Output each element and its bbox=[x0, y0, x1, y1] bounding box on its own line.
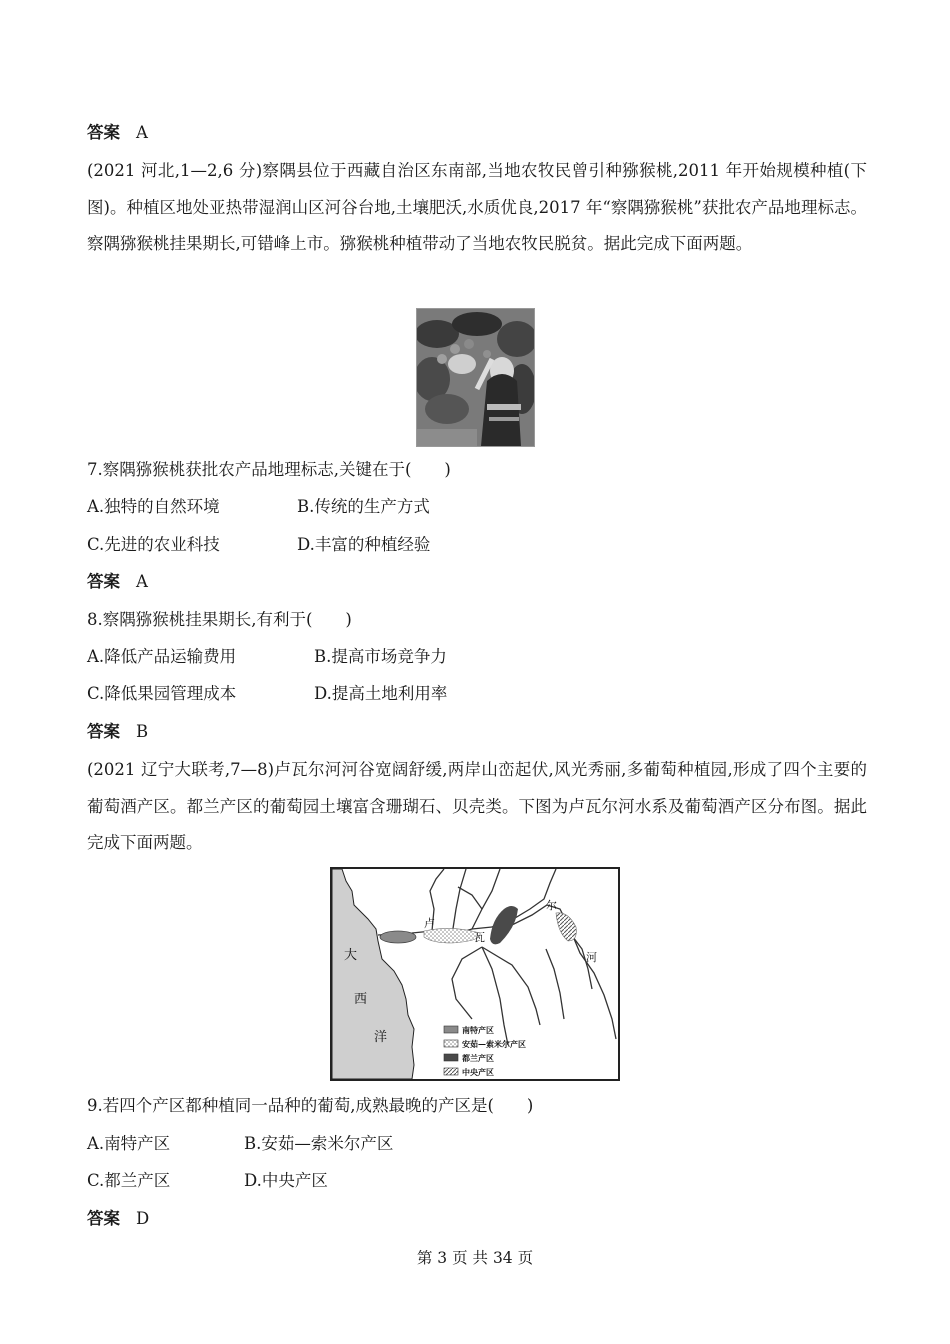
answer-label: 答案 bbox=[87, 572, 120, 591]
ocean-char-2: 西 bbox=[354, 992, 368, 1007]
legend-central: 中央产区 bbox=[462, 1067, 494, 1077]
q9-option-a[interactable]: A.南特产区 bbox=[87, 1134, 171, 1153]
river-char-2: 瓦 bbox=[474, 931, 485, 944]
answer-label: 答案 bbox=[87, 123, 120, 142]
answer-letter: A bbox=[136, 123, 148, 142]
question-9: 9.若四个产区都种植同一品种的葡萄,成熟最晚的产区是( ) bbox=[87, 1096, 534, 1115]
ocean-area bbox=[332, 869, 414, 1079]
answer-label: 答案 bbox=[87, 1209, 120, 1228]
q8-option-c[interactable]: C.降低果园管理成本 bbox=[87, 684, 237, 703]
q7-answer bbox=[87, 570, 148, 594]
q7-option-b[interactable]: B.传统的生产方式 bbox=[297, 497, 430, 516]
loire-river-map bbox=[330, 867, 620, 1081]
legend-touraine: 都兰产区 bbox=[462, 1053, 494, 1063]
region-touraine bbox=[490, 906, 518, 944]
question-8: 8.察隅猕猴桃挂果期长,有利于( ) bbox=[87, 610, 352, 629]
q7-option-c[interactable]: C.先进的农业科技 bbox=[87, 535, 220, 554]
q7-option-d[interactable]: D.丰富的种植经验 bbox=[297, 535, 431, 554]
q7-option-a[interactable]: A.独特的自然环境 bbox=[87, 497, 220, 516]
intro-paragraph-2: (2021 辽宁大联考,7—8)卢瓦尔河河谷宽阔舒缓,两岸山峦起伏,风光秀丽,多葡萄种植园,形成了四个主要的葡萄酒产区。都兰产区的葡萄园土壤富含珊瑚石、贝壳类。下图为卢瓦尔河水系及葡萄酒产区分布图。据此完成下面两题。 bbox=[87, 760, 867, 852]
page-number-footer: 第 3 页 共 34 页 bbox=[416, 1249, 534, 1267]
q8-answer bbox=[87, 720, 148, 744]
map-legend bbox=[444, 1025, 526, 1077]
region-central bbox=[556, 913, 576, 941]
ocean-char-3: 洋 bbox=[374, 1030, 388, 1045]
q9-option-d[interactable]: D.中央产区 bbox=[244, 1171, 328, 1190]
question-7: 7.察隅猕猴桃获批农产品地理标志,关键在于( ) bbox=[87, 460, 451, 479]
q8-option-a[interactable]: A.降低产品运输费用 bbox=[87, 647, 237, 666]
q8-option-d[interactable]: D.提高土地利用率 bbox=[314, 684, 448, 703]
legend-nantes: 南特产区 bbox=[462, 1025, 494, 1035]
answer-letter: A bbox=[136, 572, 148, 591]
q9-option-c[interactable]: C.都兰产区 bbox=[87, 1171, 171, 1190]
answer-letter: B bbox=[136, 722, 149, 741]
river-char-4: 河 bbox=[586, 951, 597, 964]
answer-letter: D bbox=[136, 1209, 150, 1228]
q8-option-b[interactable]: B.提高市场竞争力 bbox=[314, 647, 447, 666]
kiwi-farmer-photo bbox=[416, 308, 535, 447]
intro-paragraph-1: (2021 河北,1—2,6 分)察隅县位于西藏自治区东南部,当地农牧民曾引种猕猴桃,2011 年开始规模种植(下图)。种植区地处亚热带湿润山区河谷台地,土壤肥沃,水质优良,2017 年“察隅猕猴桃”获批农产品地理标志。察隅猕猴桃挂果期长,可错峰上市。猕猴桃种植带动了当地农牧民脱贫。据此完成下面两题。 bbox=[87, 161, 867, 253]
river-char-1: 卢 bbox=[424, 917, 435, 930]
answer-prev bbox=[87, 121, 148, 145]
region-nantes bbox=[380, 931, 416, 943]
ocean-char-1: 大 bbox=[344, 948, 358, 963]
river-char-3: 尔 bbox=[546, 899, 557, 912]
q9-answer bbox=[87, 1207, 149, 1231]
legend-anjou: 安茹—索米尔产区 bbox=[462, 1039, 526, 1049]
answer-label: 答案 bbox=[87, 722, 120, 741]
region-anjou bbox=[424, 928, 480, 943]
q9-option-b[interactable]: B.安茹—索米尔产区 bbox=[244, 1134, 394, 1153]
